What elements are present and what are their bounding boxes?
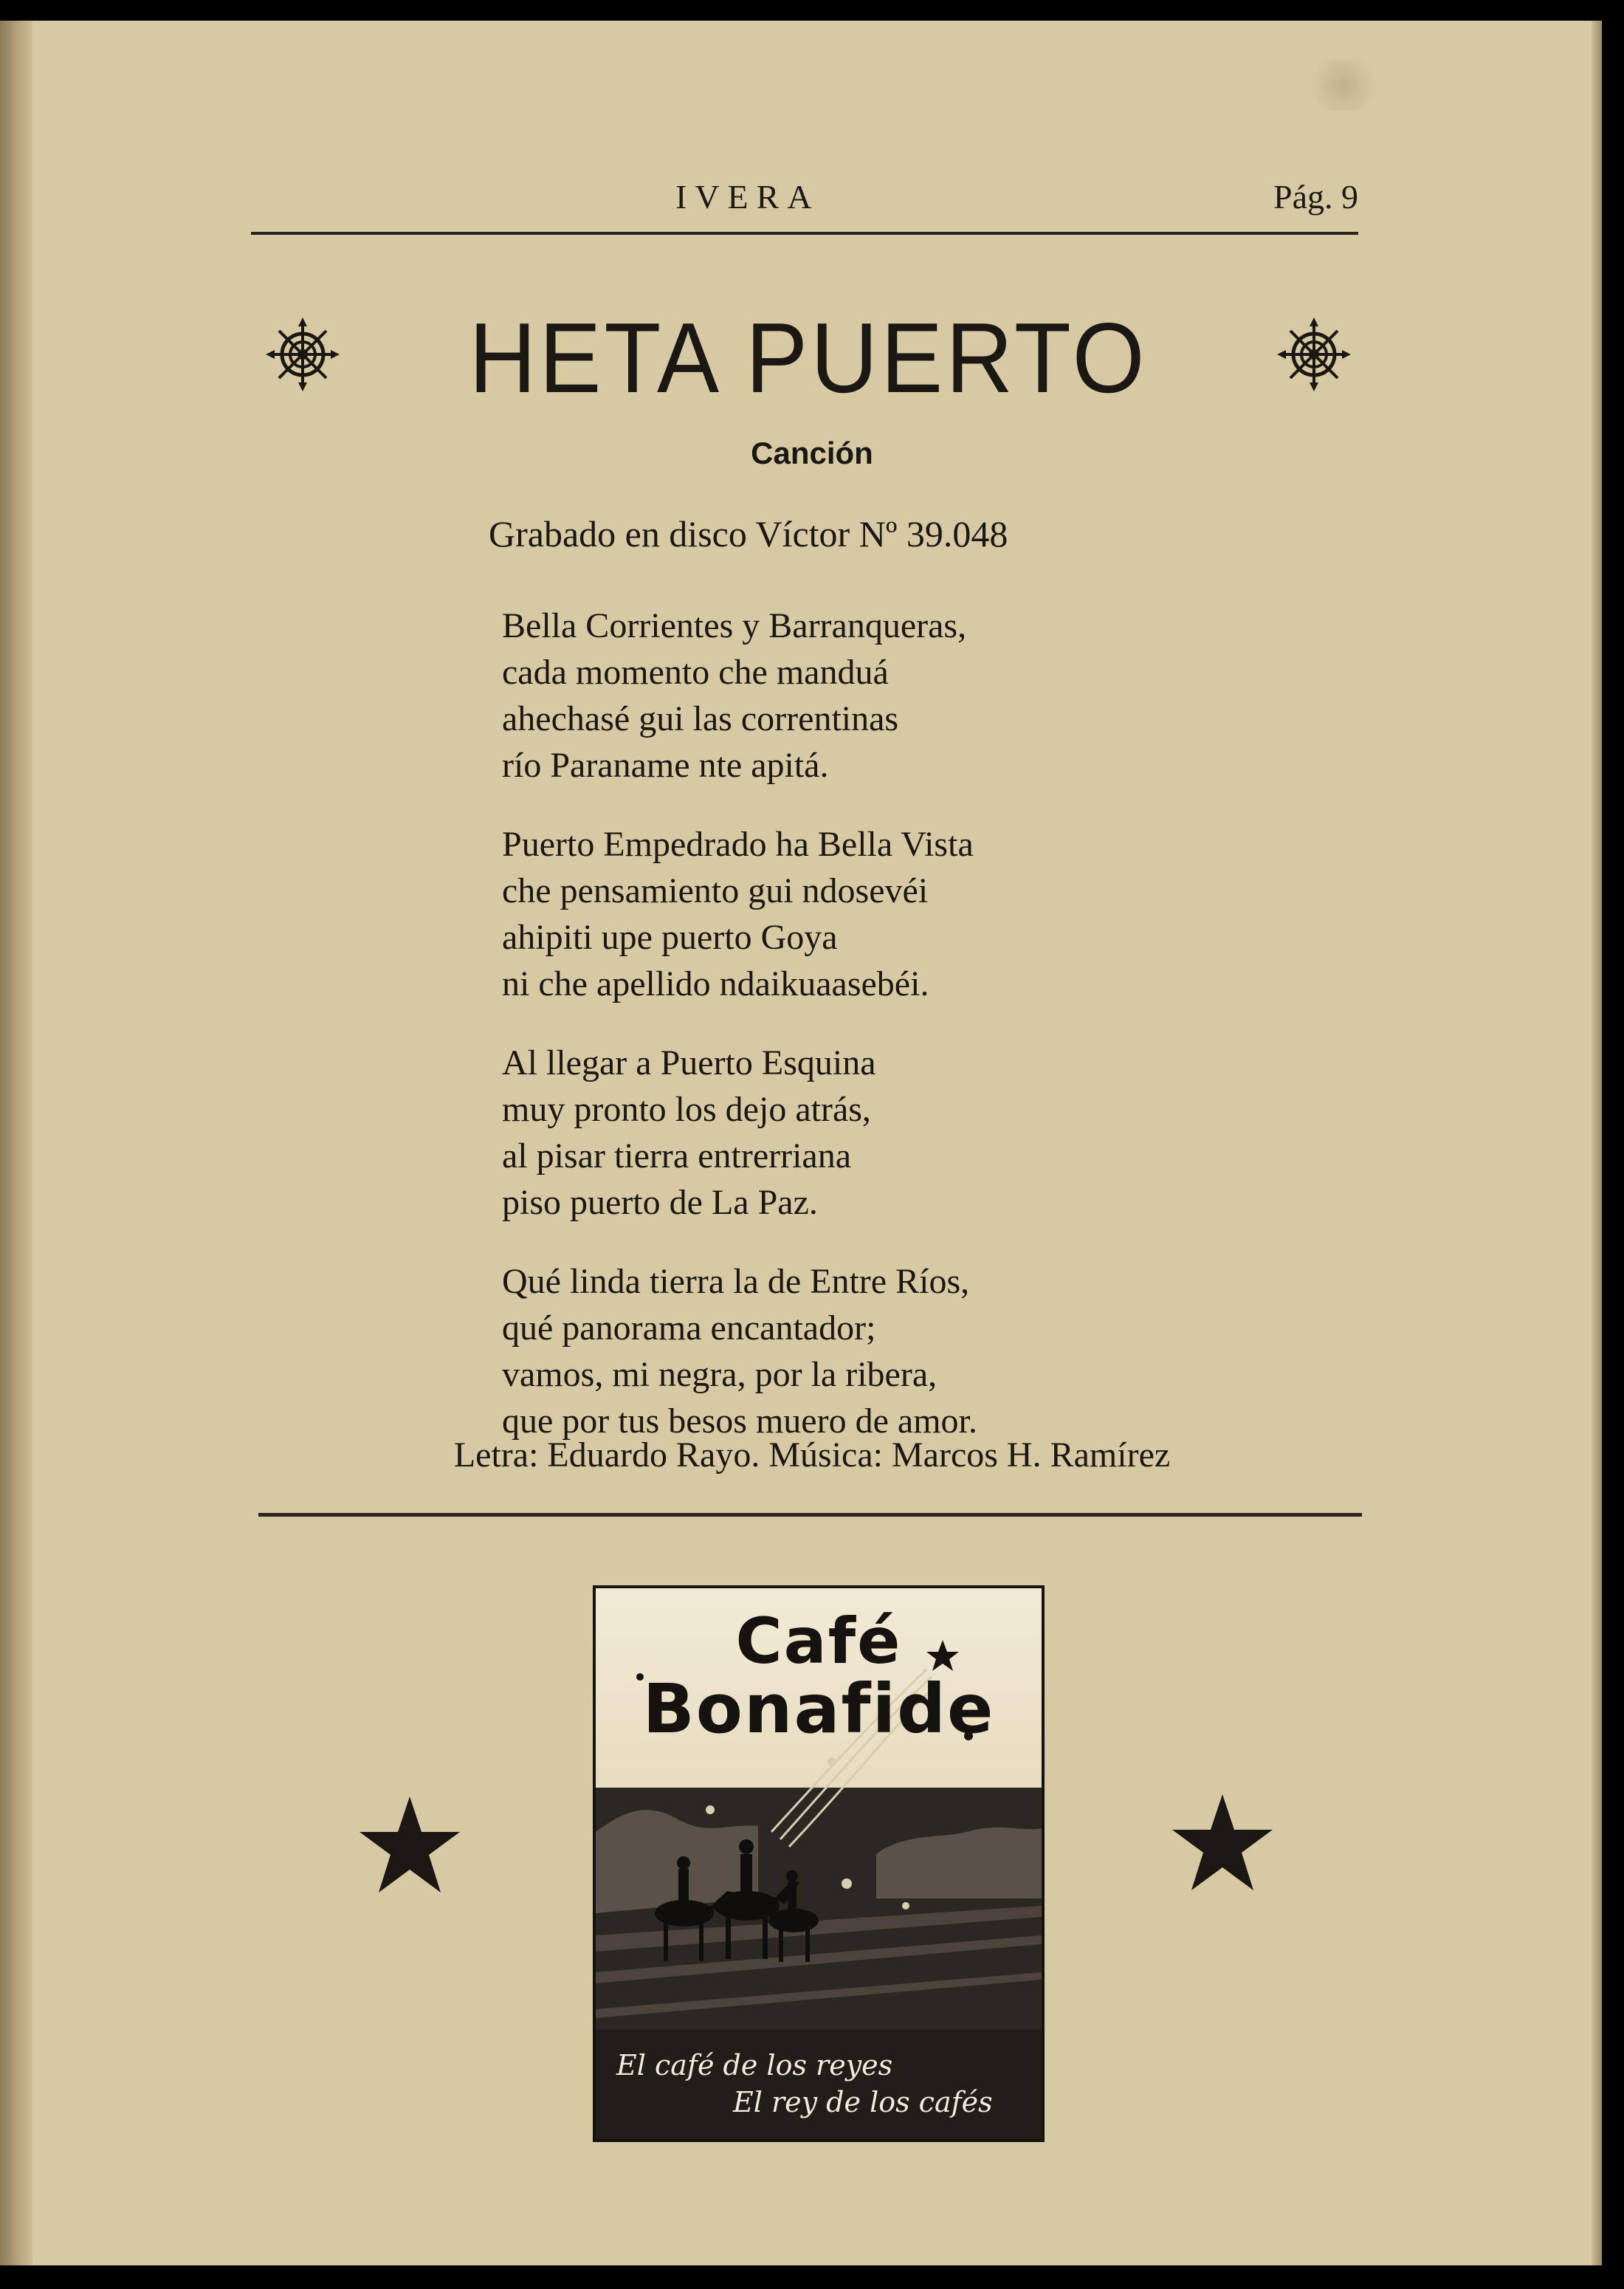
star-icon — [358, 1796, 461, 1895]
song-title: HETA PUERTO — [469, 302, 1148, 413]
section-rule — [258, 1513, 1362, 1517]
stanza — [502, 821, 1240, 1007]
ad-brand-line-2: Bonafide — [642, 1669, 995, 1749]
lyric-line: al pisar tierra entrerriana — [502, 1136, 852, 1176]
lyric-line: qué panorama encantador; — [502, 1308, 876, 1348]
lyric-line: piso puerto de La Paz. — [502, 1183, 818, 1222]
header-rule — [251, 232, 1358, 235]
recording-info: Grabado en disco Víctor Nº 39.048 — [489, 513, 1008, 555]
stanza — [502, 603, 1240, 789]
lyric-line: ahechasé gui las correntinas — [502, 699, 899, 738]
lyric-line: vamos, mi negra, por la ribera, — [502, 1355, 937, 1394]
lyric-line: cada momento che manduá — [502, 653, 889, 692]
song-genre: Canción — [751, 436, 873, 470]
page-fold — [0, 21, 32, 2265]
stanza — [502, 1258, 1240, 1444]
lyric-line: que por tus besos muero de amor. — [502, 1401, 977, 1441]
star-icon — [1171, 1794, 1274, 1893]
lyric-line: ni che apellido ndaikuaasebéi. — [502, 964, 929, 1003]
running-head — [251, 177, 1358, 222]
cafe-bonafide-ad — [593, 1585, 1045, 2142]
ad-slogan-line-2: El rey de los cafés — [733, 2086, 993, 2118]
lyric-line: che pensamiento gui ndosevéi — [502, 871, 929, 910]
title-row — [266, 301, 1351, 412]
ad-slogan-line-1: El café de los reyes — [616, 2049, 893, 2082]
lyric-line: ahipiti upe puerto Goya — [502, 918, 838, 957]
ad-brand-line-1: Café — [735, 1605, 902, 1678]
lyrics — [502, 603, 1240, 1477]
lyric-line: muy pronto los dejo atrás, — [502, 1090, 871, 1129]
page — [0, 21, 1602, 2265]
lyric-line: Al llegar a Puerto Esquina — [502, 1043, 876, 1082]
page-edge — [1592, 21, 1602, 2265]
song-credits: Letra: Eduardo Rayo. Música: Marcos H. Ramírez — [453, 1435, 1171, 1475]
compass-rose-icon — [1277, 318, 1351, 391]
lyric-line: Puerto Empedrado ha Bella Vista — [502, 825, 974, 864]
lyric-line: Qué linda tierra la de Entre Ríos, — [502, 1262, 970, 1301]
ink-bleed — [1303, 59, 1384, 111]
lyric-line: río Paraname nte apitá. — [502, 746, 829, 785]
stanza — [502, 1040, 1240, 1226]
page-number: Pág. 9 — [1273, 178, 1358, 216]
running-title: IVERA — [675, 178, 820, 216]
lyric-line: Bella Corrientes y Barranqueras, — [502, 606, 967, 645]
